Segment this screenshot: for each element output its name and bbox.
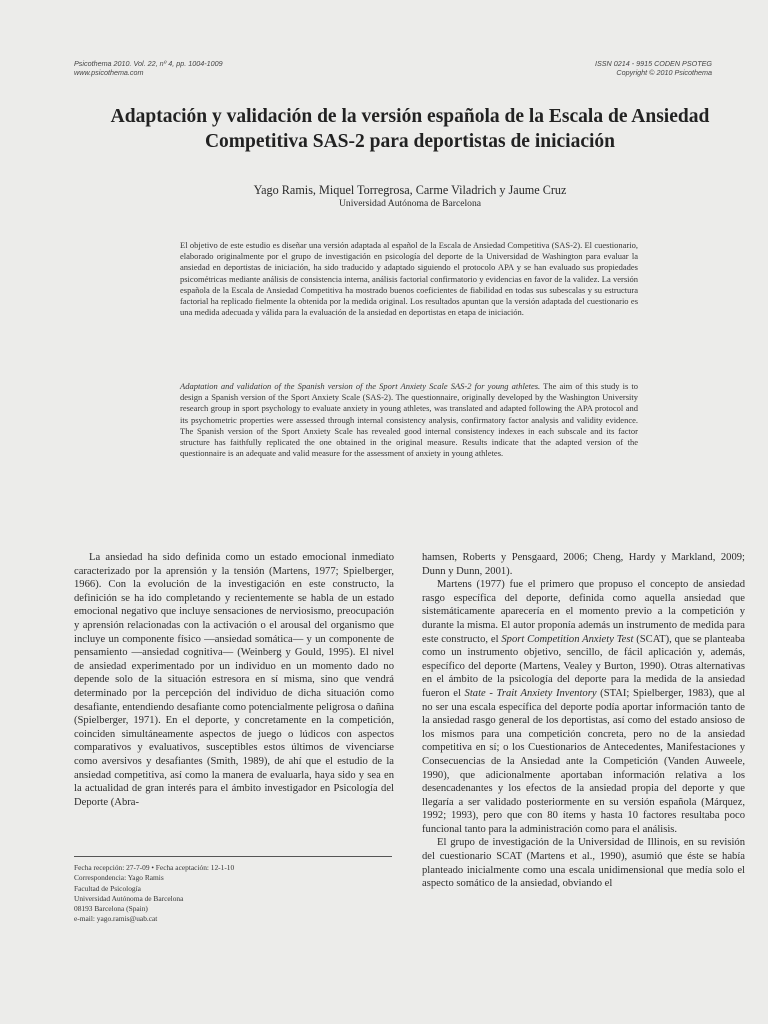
faculty-line: Facultad de Psicología <box>74 883 141 893</box>
body-paragraph <box>422 578 745 836</box>
paragraph-text: (STAI; Spielberger, 1983), que al no ser una escala específica del deporte podía aportar información tanto de la ansiedad rasgo general de los deportistas, así como del estado ansioso de los mismos para una competición concreta, pero no de la ansiedad competitiva en sí; o los Cuestionarios de Antecedentes, Manifestaciones y Consecuencias de la Ansiedad ante la Competición (Vanden Auweele, 1990), que adicionalmente aportaban información relativa a los desencadenantes y los efectos de la ansiedad propia del deporte y que llegaría a ser validado posteriormente en su versión española (Márquez, 1992; 1993), pero que con 80 ítems y hasta 10 factores resultaba poco funcional tanto para la administración como para el análisis. <box>422 687 746 835</box>
journal-issn <box>595 59 712 77</box>
university-line: Universidad Autónoma de Barcelona <box>74 893 184 903</box>
copyright-line: Copyright © 2010 Psicothema <box>616 68 712 77</box>
journal-website: www.psicothema.com <box>74 68 144 77</box>
abstract-english-title: Adaptation and validation of the Spanish version of the Sport Anxiety Scale SAS-2 for young athletes. <box>180 381 541 391</box>
abstract-english <box>180 381 638 459</box>
stai-title: State - Trait Anxiety Inventory <box>464 687 597 699</box>
address-line: 08193 Barcelona (Spain) <box>74 904 148 914</box>
abstract-english-body: The aim of this study is to design a Spanish version of the Sport Anxiety Scale (SAS-2). The questionnaire, originally developed by the Washington University research group in sport psychology to evaluate anxiety in young athletes, was translated and adapted following the APA protocol and its psychometric properties were assessed through internal consistency analysis, confirmatory factor analysis and validity evidence. The Spanish version of the Sport Anxiety Scale has revealed good internal consistency indexes in each subscale and its factor structure has faithfully replicated the one obtained in the original measure. Results indicate that the adapted version of the questionnaire is an adequate and valid measure for the assessment of anxiety in young athletes. <box>180 381 638 459</box>
article-title <box>60 104 760 154</box>
body-column-left <box>74 551 394 809</box>
paragraph-text: Martens (1977) fue el primero que propuso el concepto de ansiedad rasgo específica del deporte, definida como aquella ansiedad que sistemáticamente aparecería en el momento previo a la competición y durante la misma. El autor proponía además un instrumento de medida para este constructo, el <box>422 579 745 645</box>
title-line-2: Competitiva SAS-2 para deportistas de iniciación <box>204 131 616 152</box>
abstract-spanish: El objetivo de este estudio es diseñar una versión adaptada al español de la Escala de Ansiedad Competitiva (SAS-2). El cuestionario, elaborado originalmente por el grupo de investigación en psicología del deporte de la Universidad de Washington para evaluar la ansiedad en deportistas de iniciación, ha sido traducido y adaptado siguiendo el protocolo APA y se han evaluado sus propiedades psicométricas mediante análisis de consistencia interna, análisis factorial confirmatorio y evidencias en favor de la validez. La versión española de la Escala de Ansiedad Competitiva ha mostrado buenos coeficientes de fiabilidad en todas sus subescalas y su estructura factorial ha replicado fielmente la obtenida por la medida original. Los resultados apuntan que la versión adaptada del cuestionario es una medida adecuada y válida para la evaluación de la ansiedad en deportistas en etapa de iniciación. <box>180 240 638 318</box>
title-line-1: Adaptación y validación de la versión española de la Escala de Ansiedad <box>110 106 710 127</box>
footnote-divider <box>74 856 392 857</box>
body-column-right <box>422 551 745 891</box>
correspondence-line: Correspondencia: Yago Ramis <box>74 873 164 883</box>
paragraph-text: (SCAT), que se planteaba como un instrumento objetivo, sencillo, de fácil aplicación y, además, específico del deporte (Martens, Vealey y Burton, 1990). Otras alternativas en el ámbito de la psicología del deporte para la medida de la ansiedad fueron el <box>422 633 745 699</box>
journal-citation <box>74 59 223 77</box>
body-paragraph: La ansiedad ha sido definida como un estado emocional inmediato caracterizado por la aprensión y la tensión (Martens, 1977; Spielberger, 1966). Con la evolución de la investigación en este constructo, la definición se ha ido completando y recientemente se habla de un estado emocional negativo que incluye sensaciones de nerviosismo, preocupación y aprensión relacionadas con la activación o el arousal del organismo que incluye un componente físico —ansiedad somática— y un componente de pensamiento —ansiedad cognitiva— (Weinberg y Gould, 1995). El nivel de ansiedad experimentado por un individuo en un momento dado no depende solo de la situación estresora en sí misma, sino que vendrá determinado por la percepción del individuo de dicha situación como desafiante, entendiendo desafiante como potencialmente peligrosa o dañina (Spielberger, 1971). En el deporte, y concretamente en la competición, coinciden simultáneamente aspectos de juego o lúdicos con aspectos comparativos y evaluativos, susceptibles estos últimos de vivenciarse como aversivos y desafiantes (Smith, 1989), de ahí que el estudio de la ansiedad competitiva, así como la manera de evaluarla, haya sido y sea en la actualidad de gran interés para el ámbito investigador en Psicología del Deporte (Abra- <box>74 552 394 808</box>
body-paragraph: El grupo de investigación de la Universidad de Illinois, en su revisión del cuestionario SCAT (Martens et al., 1990), asumió que éste se había planteado inicialmente como una escala unidimensional que medía solo el aspecto somático de la ansiedad, obviando el <box>422 837 745 890</box>
citation-line: Psicothema 2010. Vol. 22, nº 4, pp. 1004-1009 <box>74 59 223 68</box>
correspondence-footnote <box>74 863 394 925</box>
dates-line: Fecha recepción: 27-7-09 • Fecha aceptación: 12-1-10 <box>74 863 235 872</box>
affiliation: Universidad Autónoma de Barcelona <box>339 198 481 209</box>
body-paragraph: hamsen, Roberts y Pensgaard, 2006; Cheng, Hardy y Markland, 2009; Dunn y Dunn, 2001). <box>422 552 745 577</box>
email-line: e-mail: yago.ramis@uab.cat <box>74 914 158 924</box>
scat-title: Sport Competition Anxiety Test <box>501 633 634 645</box>
authors: Yago Ramis, Miquel Torregrosa, Carme Viladrich y Jaume Cruz <box>253 183 567 197</box>
issn-line: ISSN 0214 - 9915 CODEN PSOTEG <box>594 59 712 68</box>
